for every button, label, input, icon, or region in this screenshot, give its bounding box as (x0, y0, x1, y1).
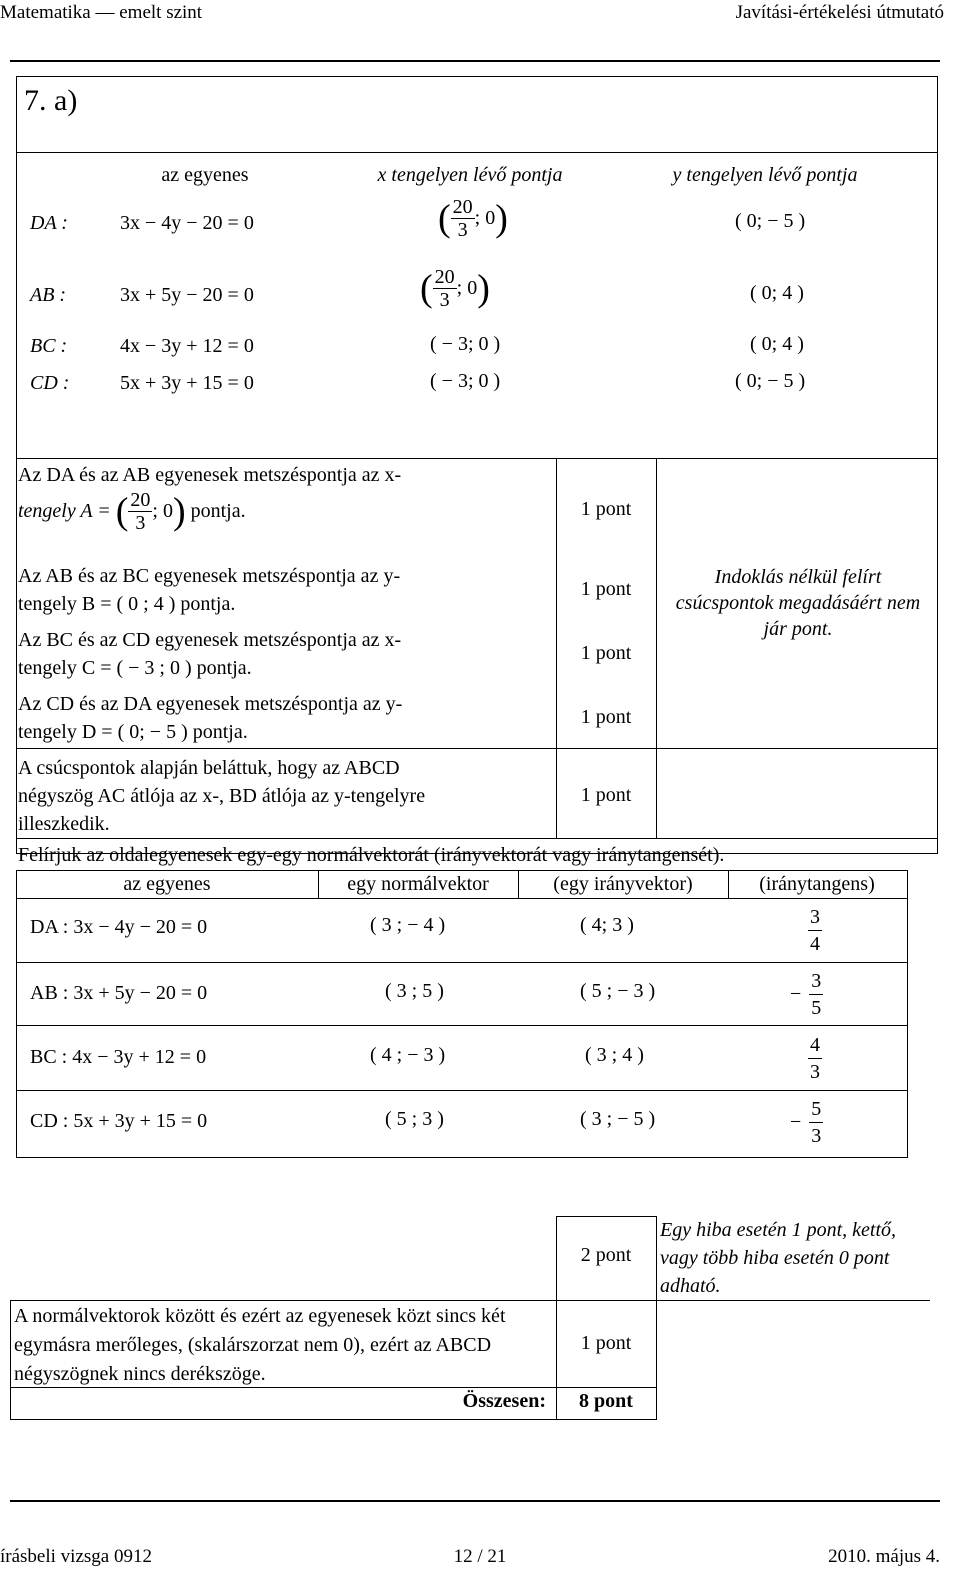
t2-normal: ( 3 ; 5 ) (385, 980, 444, 1002)
t2-slope: $\frac{4}{3}$ (810, 1034, 820, 1083)
t1-row-eq: 4x − 3y + 12 = 0 (120, 335, 254, 357)
total-points: 8 pont (579, 1390, 633, 1412)
t1-row-name: AB : (30, 284, 67, 306)
score-points: 1 pont (580, 784, 632, 806)
final-note: Egy hiba esetén 1 pont, kettő, vagy több hiba esetén 0 pont adható. (660, 1219, 897, 1297)
t1-row-name: DA : (30, 212, 68, 234)
t1-row-name: BC : (30, 335, 68, 357)
scoring-note: Indoklás nélkül felírt csúcspontok megadásáért nem jár pont. (675, 566, 921, 640)
footer-page: 12 / 21 (453, 1546, 507, 1567)
t2-normal: ( 4 ; − 3 ) (370, 1044, 446, 1066)
t1-row-name: CD : (30, 372, 70, 394)
t2-slope: − $\frac{5}{3}$ (790, 1098, 822, 1147)
score-row-5: A csúcspontok alapján beláttuk, hogy az ABCD négyszög AC átlója az x-, BD átlója az y-tengelyre illeszkedik. (18, 757, 426, 835)
t1-row-y: ( 0; 4 ) (750, 333, 804, 355)
footer-date: 2010. május 4. (828, 1546, 940, 1567)
t1-row-x: ( − 3; 0 ) (430, 370, 501, 392)
header-rule (10, 60, 940, 62)
t1-header-y: y tengelyen lévő pontja (672, 164, 858, 186)
t2-eq: AB : 3x + 5y − 20 = 0 (30, 982, 208, 1004)
final-points-1: 2 pont (580, 1244, 632, 1266)
t1-row-eq: 5x + 3y + 15 = 0 (120, 372, 254, 394)
total-label: Összesen: (462, 1390, 546, 1412)
header-subject: Matematika — emelt szint (0, 2, 203, 23)
t2-direction: ( 3 ; − 5 ) (580, 1108, 656, 1130)
t1-row-y: ( 0; − 5 ) (735, 370, 806, 392)
score-row-1: Az DA és az AB egyenesek metszéspontja az x- tengely A = ( $\frac{20}{3}$ ; 0) pontja. (18, 464, 402, 534)
t2-slope: $\frac{3}{4}$ (810, 906, 820, 955)
t2-header: (iránytangens) (759, 873, 875, 895)
t2-slope: − $\frac{3}{5}$ (790, 970, 822, 1019)
final-text: A normálvektorok között és ezért az egyenesek közt sincs két egymásra merőleges, (skalárszorzat nem 0), ezért az ABCD négyszögnek nincs derékszöge. (14, 1305, 506, 1385)
score-row-3: Az BC és az CD egyenesek metszéspontja az x- tengely C = ( − 3 ; 0 ) pontja. (18, 629, 402, 679)
t1-header-line: az egyenes (161, 164, 249, 186)
footer-exam: írásbeli vizsga 0912 (0, 1546, 152, 1567)
t2-header: (egy irányvektor) (553, 873, 693, 895)
footer-rule (10, 1500, 940, 1502)
t2-direction: ( 4; 3 ) (580, 914, 634, 936)
score-points: 1 pont (580, 642, 632, 664)
task-title: 7. a) (24, 84, 78, 117)
score-row-2: Az AB és az BC egyenesek metszéspontja az y- tengely B = ( 0 ; 4 ) pontja. (18, 565, 401, 615)
t2-eq: DA : 3x − 4y − 20 = 0 (30, 916, 208, 938)
t1-row-y: ( 0; 4 ) (750, 282, 804, 304)
t2-direction: ( 3 ; 4 ) (585, 1044, 644, 1066)
t1-row-x: ( − 3; 0 ) (430, 333, 501, 355)
t2-eq: BC : 4x − 3y + 12 = 0 (30, 1046, 207, 1068)
t1-row-x: ( $\frac{20}{3}$ ; 0) (420, 266, 490, 311)
t2-normal: ( 5 ; 3 ) (385, 1108, 444, 1130)
score-points: 1 pont (580, 706, 632, 728)
t1-row-y: ( 0; − 5 ) (735, 210, 806, 232)
t1-row-eq: 3x + 5y − 20 = 0 (120, 284, 254, 306)
final-points-2: 1 pont (580, 1332, 632, 1354)
score-row-4: Az CD és az DA egyenesek metszéspontja az y- tengely D = ( 0; − 5 ) pontja. (18, 693, 403, 743)
score-points: 1 pont (580, 578, 632, 600)
t2-normal: ( 3 ; − 4 ) (370, 914, 446, 936)
t2-direction: ( 5 ; − 3 ) (580, 980, 656, 1002)
t1-row-eq: 3x − 4y − 20 = 0 (120, 212, 254, 234)
t1-header-x: x tengelyen lévő pontja (377, 164, 563, 186)
header-guide: Javítási-értékelési útmutató (735, 2, 944, 23)
score-points: 1 pont (580, 498, 632, 520)
t2-eq: CD : 5x + 3y + 15 = 0 (30, 1110, 208, 1132)
t2-header: az egyenes (123, 873, 211, 895)
intro-normal-vectors: Felírjuk az oldalegyenesek egy-egy normálvektorát (irányvektorát vagy iránytangensét). (18, 844, 725, 866)
t1-row-x: ( $\frac{20}{3}$ ; 0) (438, 196, 508, 241)
t2-header: egy normálvektor (347, 873, 489, 895)
